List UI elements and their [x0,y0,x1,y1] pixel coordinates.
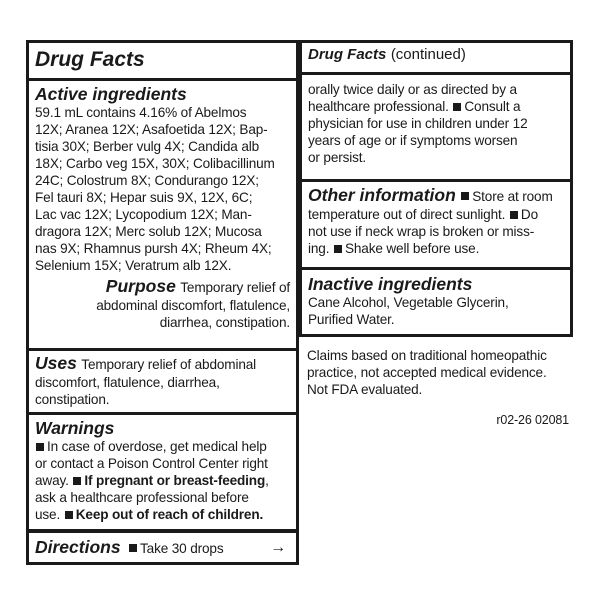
purpose-line: abdominal discomfort, flatulence, [96,298,290,313]
purpose-block [35,276,290,297]
directions-cont-line: years of age or if symptoms worsen [308,133,518,148]
active-line: 24C; Colostrum 8X; Condurango 12X; [35,173,259,188]
inactive-line: Purified Water. [308,312,395,327]
directions-heading: Directions [35,537,121,557]
inactive-line: Cane Alcohol, Vegetable Glycerin, [308,295,509,310]
inactive-ingredients-heading: Inactive ingredients [308,274,473,294]
bullet-square-icon [453,103,461,111]
active-line: Lac vac 12X; Lycopodium 12X; Man- [35,207,252,222]
bullet-square-icon [461,192,469,200]
bullet-square-icon [334,245,342,253]
uses-line: constipation. [35,392,110,407]
claims-line: practice, not accepted medical evidence. [307,365,547,380]
warnings-heading: Warnings [35,418,115,438]
other-line [308,206,564,223]
active-line: 59.1 mL contains 4.16% of Abelmos [35,105,247,120]
directions-cont-text: Consult a [464,99,521,114]
other-line [308,240,564,257]
active-line: dragora 12X; Merc solub 12X; Mucosa [35,224,262,239]
warnings-text: In case of overdose, get medical help [47,439,267,454]
directions-section [29,529,296,562]
other-text: ing. [308,241,330,256]
directions-cont-text: healthcare professional. [308,99,449,114]
warnings-line: ask a healthcare professional before [35,490,249,505]
claims-block [307,347,569,429]
warnings-line [35,472,290,489]
continue-arrow-icon: → [270,539,286,556]
directions-continued-section [302,72,570,179]
warnings-text: use. [35,507,61,522]
uses-first-line: Temporary relief of abdominal [81,357,257,372]
other-text: Shake well before use. [344,241,480,256]
inactive-ingredients-section [302,267,570,334]
claims-line: Not FDA evaluated. [307,382,423,397]
directions-cont-line: orally twice daily or as directed by a [308,82,517,97]
uses-section [29,348,296,412]
active-line: 12X; Aranea 12X; Asafoetida 12X; Bap- [35,122,268,137]
active-ingredients-section [29,78,296,348]
drug-facts-title-section [29,47,296,73]
directions-text: Take 30 drops [140,541,224,556]
other-text: Do [520,207,538,222]
warnings-text: away. [35,473,69,488]
active-line: Selenium 15X; Veratrum alb 12X. [35,258,232,273]
other-first-line: Store at room [472,189,553,204]
bullet-square-icon [510,211,518,219]
bullet-square-icon [65,511,73,519]
drug-facts-right-panel [299,40,573,337]
continued-suffix: (continued) [390,46,466,63]
purpose-line: diarrhea, constipation. [159,315,290,330]
bullet-square-icon [129,544,137,552]
warnings-line [35,506,290,523]
uses-heading: Uses [35,353,77,373]
bullet-square-icon [73,477,81,485]
active-line: Fel tauri 8X; Hepar suis 9X, 12X, 6C; [35,190,253,205]
other-information-section [302,179,570,267]
active-line: tisia 30X; Berber vulg 4X; Candida alb [35,139,260,154]
other-line: not use if neck wrap is broken or miss- [308,224,535,239]
uses-line: discomfort, flatulence, diarrhea, [35,375,220,390]
other-information-heading: Other information [308,185,456,205]
drug-facts-left-panel [26,40,299,565]
warnings-section [29,412,296,529]
directions-cont-line: physician for use in children under 12 [308,116,528,131]
warnings-text: , [265,473,269,488]
children-warning: Keep out of reach of children. [75,507,264,522]
purpose-heading: Purpose [105,276,176,296]
other-text: temperature out of direct sunlight. [308,207,506,222]
purpose-first-line: Temporary relief of [180,280,290,295]
continued-title: Drug Facts [308,46,387,63]
bullet-square-icon [36,443,44,451]
active-line: 18X; Carbo veg 15X, 30X; Colibacillinum [35,156,275,171]
claims-line: Claims based on traditional homeopathic [307,348,547,363]
directions-cont-line [308,98,564,115]
pregnant-warning: If pregnant or breast-feeding [84,473,266,488]
directions-cont-line: or persist. [308,150,367,165]
active-line: nas 9X; Rhamnus pursh 4X; Rheum 4X; [35,241,272,256]
drug-facts-title: Drug Facts [35,48,145,71]
continued-title-section [302,46,570,64]
warnings-line: or contact a Poison Control Center right [35,456,268,471]
product-code: r02-26 02081 [496,413,569,427]
active-ingredients-heading: Active ingredients [35,84,187,104]
warnings-line [35,438,290,455]
